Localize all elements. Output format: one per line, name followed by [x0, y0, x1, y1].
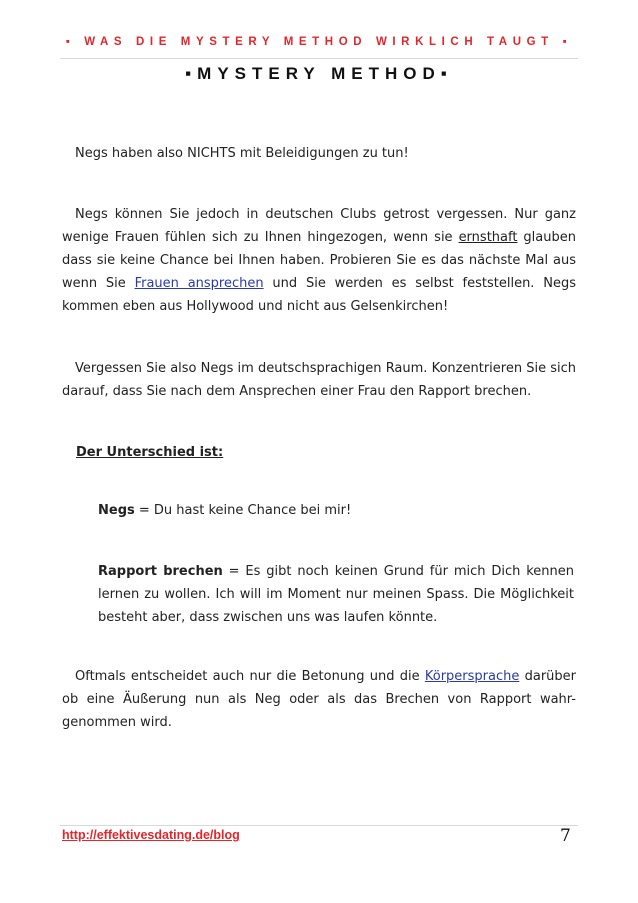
text-span: glauben dass sie keine Chance bei Ihnen haben. Probieren Sie es das nächste Mal aus wenn Sie [62, 230, 576, 291]
definition-rapport-brechen [98, 560, 574, 629]
definition-text: = Du hast keine Chance bei mir! [134, 503, 352, 518]
footer-blog-link[interactable]: http://effektivesdating.de/blog [62, 828, 240, 842]
definition-negs [98, 499, 574, 522]
text-span: Negs können Sie jedoch in deutschen Clubs getrost vergessen. Nur ganz wenige Frauen fühlen sich zu Ihnen hingezogen, wenn sie [62, 207, 576, 245]
page-number: 7 [560, 826, 571, 846]
footer-divider [60, 825, 578, 826]
paragraph-rapport: Vergessen Sie also Negs im deutschsprachigen Raum. Konzentrieren Sie sich darauf, dass Sie nach dem Ansprechen einer Frau den Rapport brechen. [62, 361, 576, 399]
text-span: Oftmals entscheidet auch nur die Betonung und die [75, 669, 425, 684]
link-ernsthaft[interactable]: ernsthaft [458, 230, 518, 245]
heading-unterschied: Der Unterschied ist: [76, 445, 224, 460]
text-span: darüber ob eine Äußerung nun als Neg oder als das Brechen von Rapport wahr-genommen wird. [62, 669, 576, 730]
definition-text: = Es gibt noch keinen Grund für mich Dich kennen lernen zu wollen. Ich will im Moment nur meinen Spass. Die Möglichkeit besteht aber, dass zwischen uns was laufen könnte. [98, 564, 575, 625]
section-title: ▪MYSTERY METHOD▪ [185, 64, 453, 83]
term-rapport-brechen: Rapport brechen [98, 564, 223, 579]
paragraph-negs-intro: Negs haben also NICHTS mit Beleidigungen zu tun! [75, 146, 409, 161]
running-header: ▪ WAS DIE MYSTERY METHOD WIRKLICH TAUGT ▪ [65, 36, 573, 48]
paragraph-koerpersprache [62, 665, 576, 734]
paragraph-negs-clubs [62, 203, 576, 318]
header-divider [60, 58, 578, 59]
text-span: und Sie werden es selbst feststellen. Negs kommen eben aus Hollywood und nicht aus Gelsenkirchen! [62, 276, 576, 314]
link-koerpersprache[interactable]: Körpersprache [424, 669, 520, 684]
term-negs: Negs [98, 503, 135, 518]
link-frauen-ansprechen[interactable]: Frauen ansprechen [134, 276, 264, 291]
